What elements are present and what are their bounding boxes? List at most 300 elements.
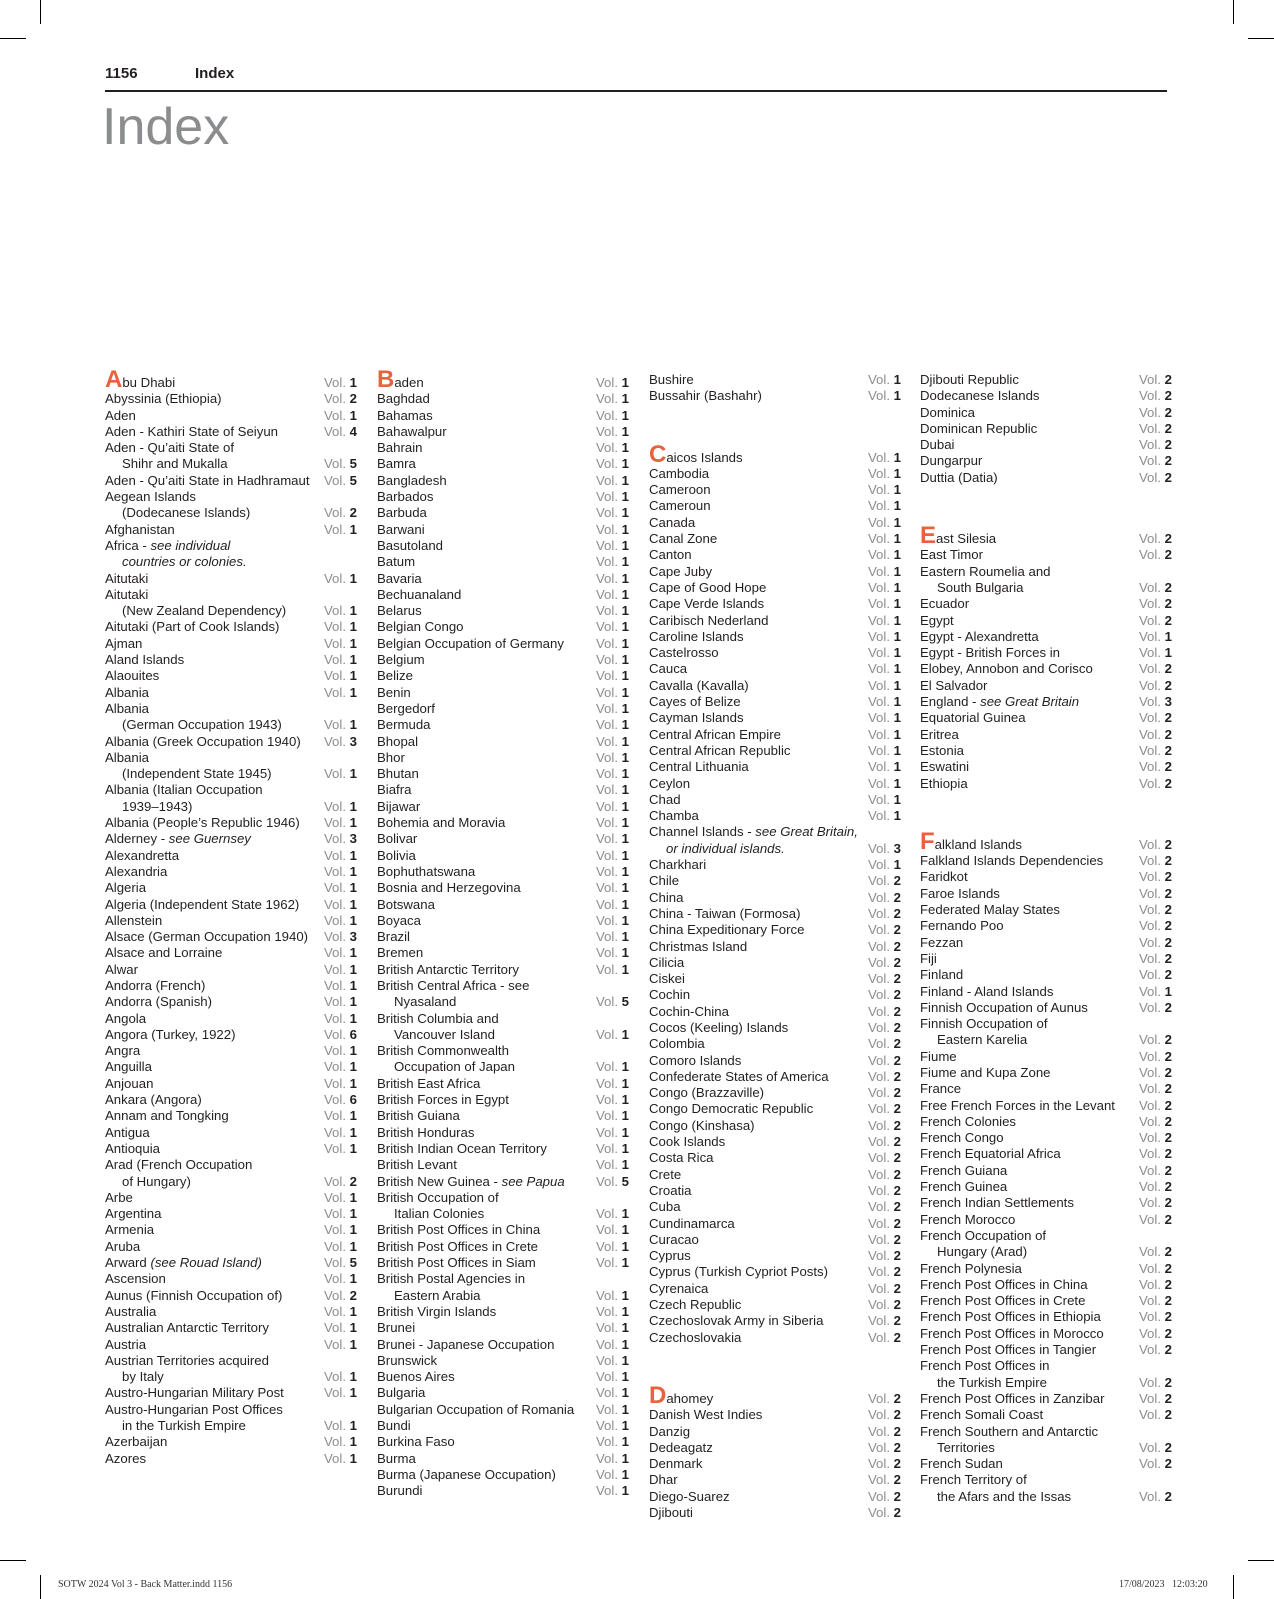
index-entry: [105, 701, 357, 734]
volume-number: 2: [1164, 710, 1172, 726]
entry-name: [377, 1483, 422, 1499]
entry-name: [649, 1036, 705, 1052]
entry-name-line: Crete: [649, 1166, 682, 1182]
entry-name-line: Dhar: [649, 1472, 678, 1488]
page-number: 1156: [105, 65, 138, 82]
entry-name: [920, 453, 982, 469]
volume-number: 2: [893, 954, 901, 970]
volume-reference: Vol. 2: [1138, 453, 1172, 469]
entry-name: [377, 668, 413, 684]
entry-name: [649, 482, 711, 498]
entry-name-line: Bhopal: [377, 733, 419, 749]
volume-reference: Vol. 1: [595, 407, 629, 423]
entry-name-continuation: Occupation of Japan: [394, 1059, 515, 1075]
entry-name: [105, 929, 308, 945]
index-entry: [105, 864, 357, 880]
volume-number: 1: [621, 1222, 629, 1238]
see-reference: see Guernsey: [168, 831, 251, 847]
entry-name-continuation: [649, 841, 858, 857]
entry-name: [649, 1297, 741, 1313]
index-entry: [377, 366, 629, 393]
volume-reference: Vol. 1: [595, 912, 629, 928]
entry-name-line: Cochin: [649, 987, 691, 1003]
volume-number: 2: [1164, 1032, 1172, 1048]
entry-name: [920, 827, 1022, 855]
volume-number: 1: [349, 1238, 357, 1254]
entry-name-line: Fernando Poo: [920, 918, 1004, 934]
volume-number: 2: [893, 1182, 901, 1198]
entry-name-line: Annam and Tongking: [105, 1108, 229, 1124]
volume-reference: Vol. 1: [323, 684, 357, 700]
volume-number: 2: [893, 1068, 901, 1084]
crop-mark-top-left-horizontal: [0, 38, 26, 39]
see-reference: or individual islands.: [666, 840, 785, 856]
entry-name-continuation: the Afars and the Issas: [937, 1488, 1072, 1504]
volume-reference: Vol. 2: [867, 954, 901, 970]
volume-reference: Vol. 1: [323, 896, 357, 912]
entry-name-line: British Forces in Egypt: [377, 1092, 509, 1108]
volume-reference: Vol. 2: [1138, 999, 1172, 1015]
volume-reference: Vol. 1: [867, 628, 901, 644]
index-entry: [649, 694, 901, 710]
volume-number: 1: [893, 612, 901, 628]
entry-name: [649, 971, 685, 987]
print-slug-datetime: 17/08/2023 12:03:20: [1119, 1579, 1208, 1590]
volume-reference: Vol. 1: [595, 896, 629, 912]
index-entry: [649, 955, 901, 971]
entry-name-line: Ceylon: [649, 775, 691, 791]
entry-name: [377, 1369, 455, 1385]
volume-reference: Vol. 1: [595, 684, 629, 700]
volume-reference: Vol. 1: [867, 710, 901, 726]
entry-name: [649, 580, 766, 596]
entry-name: [105, 1076, 153, 1092]
index-entry: [649, 971, 901, 987]
entry-name: [920, 1358, 1050, 1391]
entry-name-line: Baghdad: [377, 391, 430, 407]
index-entry: [649, 1381, 901, 1409]
entry-name: [649, 1248, 691, 1264]
section-letter: B: [377, 366, 395, 393]
volume-reference: Vol. 2: [867, 873, 901, 889]
volume-number: 1: [349, 717, 357, 733]
entry-name: [649, 1053, 741, 1069]
volume-reference: Vol. 2: [1138, 677, 1172, 693]
volume-number: 1: [621, 798, 629, 814]
entry-name: [377, 864, 475, 880]
index-entry: [377, 831, 629, 847]
volume-number: 3: [349, 733, 357, 749]
volume-reference: Vol. 1: [595, 1401, 629, 1417]
volume-reference: Vol. 2: [1138, 1276, 1172, 1292]
volume-number: 2: [1164, 1390, 1172, 1406]
index-entry: [105, 1320, 357, 1336]
volume-reference: Vol. 2: [1138, 579, 1172, 595]
volume-number: 1: [621, 815, 629, 831]
index-entry: [377, 1418, 629, 1434]
crop-mark-top-right-horizontal: [1248, 38, 1274, 39]
volume-number: 2: [893, 1297, 901, 1313]
index-entry: [920, 470, 1172, 486]
volume-reference: Vol. 2: [867, 1019, 901, 1035]
entry-name: [920, 596, 969, 612]
index-entry: [920, 564, 1172, 597]
volume-reference: Vol. 1: [867, 661, 901, 677]
volume-reference: Vol. 1: [595, 586, 629, 602]
index-entry: [920, 1049, 1172, 1065]
volume-reference: Vol. 2: [1138, 437, 1172, 453]
entry-name-line: Bechuanaland: [377, 586, 462, 602]
volume-number: 1: [893, 857, 901, 873]
entry-name-line: Dodecanese Islands: [920, 388, 1040, 404]
volume-number: 2: [1164, 950, 1172, 966]
entry-name-line: Bulgarian Occupation of Romania: [377, 1401, 575, 1417]
entry-name: [105, 1125, 150, 1141]
volume-number: 1: [349, 407, 357, 423]
entry-name-line: El Salvador: [920, 677, 988, 693]
index-entry: [649, 759, 901, 775]
index-entry: [649, 466, 901, 482]
entry-name: [377, 1418, 411, 1434]
index-entry: [105, 750, 357, 783]
volume-number: 2: [1164, 388, 1172, 404]
volume-number: 2: [1164, 1309, 1172, 1325]
entry-name-line: Cape Verde Islands: [649, 596, 765, 612]
entry-name-line: French Somali Coast: [920, 1407, 1044, 1423]
entry-name-line: Cilicia: [649, 954, 685, 970]
volume-number: 1: [349, 880, 357, 896]
index-entry: [920, 1212, 1172, 1228]
volume-number: 5: [349, 1255, 357, 1271]
index-entry: [105, 897, 357, 913]
index-entry: [377, 815, 629, 831]
volume-reference: Vol. 1: [323, 1206, 357, 1222]
index-entry: [920, 1358, 1172, 1391]
entry-name: [920, 1000, 1088, 1016]
index-section: [649, 440, 901, 1346]
volume-reference: Vol. 2: [1138, 547, 1172, 563]
volume-number: 1: [621, 1075, 629, 1091]
entry-name-continuation: Eastern Karelia: [937, 1032, 1028, 1048]
index-entry: [649, 922, 901, 938]
volume-number: 1: [349, 1189, 357, 1205]
entry-name: [920, 1081, 961, 1097]
index-entry: [920, 1424, 1172, 1457]
entry-name-line: Antioquia: [105, 1140, 160, 1156]
entry-name: [377, 554, 415, 570]
volume-reference: Vol. 1: [595, 1157, 629, 1173]
entry-name: [920, 1424, 1098, 1457]
entry-name-line: Abyssinia (Ethiopia): [105, 391, 222, 407]
volume-number: 1: [621, 896, 629, 912]
volume-reference: Vol. 2: [867, 938, 901, 954]
index-entry: [105, 1157, 357, 1190]
index-entry: [649, 1313, 901, 1329]
index-entry: [377, 1434, 629, 1450]
entry-name: [920, 1228, 1046, 1261]
volume-number: 1: [349, 1369, 357, 1385]
entry-name: [649, 890, 683, 906]
entry-name: [920, 1212, 1015, 1228]
index-section: [920, 522, 1172, 792]
entry-name: [920, 727, 959, 743]
volume-reference: Vol. 1: [323, 1450, 357, 1466]
volume-number: 3: [1164, 694, 1172, 710]
entry-name: [105, 1206, 161, 1222]
index-entry: [649, 388, 901, 404]
volume-reference: Vol. 1: [867, 759, 901, 775]
volume-number: 2: [349, 391, 357, 407]
entry-name-line: Austria: [105, 1336, 147, 1352]
volume-reference: Vol. 1: [595, 668, 629, 684]
index-entry: [649, 1004, 901, 1020]
volume-number: 2: [1164, 469, 1172, 485]
volume-number: 1: [621, 619, 629, 635]
entry-name: [649, 1264, 828, 1280]
volume-reference: Vol. 1: [867, 547, 901, 563]
volume-reference: Vol. 1: [595, 1140, 629, 1156]
index-entry: [920, 405, 1172, 421]
index-entry: [649, 1101, 901, 1117]
index-entry: [920, 1456, 1172, 1472]
volume-reference: Vol. 2: [1138, 1097, 1172, 1113]
volume-reference: Vol. 2: [867, 1505, 901, 1520]
volume-number: 2: [893, 1215, 901, 1231]
entry-name: [105, 962, 138, 978]
entry-name: [920, 710, 1026, 726]
volume-number: 1: [349, 863, 357, 879]
entry-name-line: Angora (Turkey, 1922): [105, 1026, 236, 1042]
index-entry: [377, 489, 629, 505]
entry-name: [105, 366, 176, 393]
entry-name-continuation: Shihr and Mukalla: [122, 456, 228, 472]
entry-name: [920, 918, 1004, 934]
entry-name-line: Cayes of Belize: [649, 694, 741, 710]
index-entry: [649, 482, 901, 498]
entry-name-line: Christmas Island: [649, 938, 748, 954]
volume-reference: Vol. 2: [1138, 372, 1172, 387]
volume-number: 2: [1164, 1179, 1172, 1195]
index-entry: [920, 421, 1172, 437]
volume-reference: Vol. 2: [1138, 388, 1172, 404]
volume-number: 1: [621, 554, 629, 570]
volume-reference: Vol. 1: [595, 521, 629, 537]
volume-reference: Vol. 1: [595, 749, 629, 765]
entry-name-line: Brunswick: [377, 1352, 438, 1368]
index-entry: [649, 808, 901, 824]
entry-name: [920, 564, 1050, 597]
index-entry: [649, 792, 901, 808]
entry-name: [105, 913, 162, 929]
entry-name-continuation: of Hungary): [122, 1173, 191, 1189]
index-entry: [649, 1248, 901, 1264]
entry-name-line: Eastern Roumelia and: [920, 563, 1051, 579]
volume-reference: Vol. 3: [323, 733, 357, 749]
entry-name-line: Free French Forces in the Levant: [920, 1097, 1115, 1113]
entry-name-line: Fezzan: [920, 934, 964, 950]
entry-name-line: Aitutaki: [105, 586, 149, 602]
entry-name-line: Belize: [377, 668, 413, 684]
volume-reference: Vol. 1: [323, 1010, 357, 1026]
volume-reference: Vol. 2: [1138, 469, 1172, 485]
entry-name: [105, 782, 263, 815]
entry-name-line: Barbados: [377, 489, 434, 505]
entry-name: [649, 1134, 725, 1150]
volume-number: 2: [1164, 775, 1172, 791]
running-header: [105, 64, 1167, 92]
entry-name: [377, 1076, 480, 1092]
entry-name-continuation: Territories: [937, 1439, 995, 1455]
index-entry: [105, 489, 357, 522]
volume-number: 1: [893, 628, 901, 644]
index-entry: [377, 1043, 629, 1076]
index-entry: [649, 1134, 901, 1150]
entry-name: [920, 470, 998, 486]
entry-name: [920, 1293, 1085, 1309]
index-entry: [649, 1085, 901, 1101]
volume-number: 2: [893, 1472, 901, 1488]
index-entry: [377, 652, 629, 668]
entry-name: [105, 1141, 160, 1157]
entry-name-line: Cyprus (Turkish Cypriot Posts): [649, 1264, 829, 1280]
entry-name: [377, 1239, 538, 1255]
index-entry: [649, 1069, 901, 1085]
volume-reference: Vol. 1: [867, 791, 901, 807]
volume-reference: Vol. 1: [595, 1222, 629, 1238]
volume-number: 1: [1164, 645, 1172, 661]
volume-reference: Vol. 2: [1138, 1113, 1172, 1129]
volume-reference: Vol. 1: [595, 1385, 629, 1401]
entry-name-line: Cameroon: [649, 482, 711, 498]
entry-name: [105, 1043, 140, 1059]
entry-name: [377, 929, 410, 945]
entry-name-line: Central African Empire: [649, 726, 781, 742]
entry-name-line: Alexandria: [105, 863, 168, 879]
index-entry: [920, 437, 1172, 453]
index-entry: [649, 857, 901, 873]
entry-name-line: Egypt - Alexandretta: [920, 628, 1039, 644]
entry-name: [377, 603, 422, 619]
volume-number: 1: [621, 733, 629, 749]
volume-number: 2: [1164, 934, 1172, 950]
entry-name-line: Algeria (Independent State 1962): [105, 896, 300, 912]
volume-reference: Vol. 2: [867, 987, 901, 1003]
see-reference: see Great Britain: [980, 694, 1080, 710]
volume-reference: Vol. 1: [595, 1369, 629, 1385]
volume-reference: Vol. 1: [595, 717, 629, 733]
volume-reference: Vol. 2: [1138, 612, 1172, 628]
entry-name-line: British Virgin Islands: [377, 1303, 497, 1319]
volume-number: 1: [621, 652, 629, 668]
volume-reference: Vol. 1: [323, 1043, 357, 1059]
entry-name-line: Africa - see individual: [105, 537, 231, 553]
volume-reference: Vol. 2: [1138, 1260, 1172, 1276]
volume-number: 2: [1164, 1439, 1172, 1455]
entry-name: [649, 1281, 708, 1297]
entry-name-continuation: in the Turkish Empire: [122, 1418, 246, 1433]
volume-reference: Vol. 1: [595, 1287, 629, 1303]
volume-reference: Vol. 1: [323, 1271, 357, 1287]
entry-name: [377, 750, 405, 766]
index-entry: [377, 1467, 629, 1483]
entry-name: [377, 978, 529, 1011]
index-entry: [105, 848, 357, 864]
index-entry: [105, 1222, 357, 1238]
volume-number: 2: [893, 889, 901, 905]
volume-number: 1: [621, 489, 629, 505]
volume-reference: Vol. 1: [595, 652, 629, 668]
entry-name: [920, 1146, 1061, 1162]
index-entry: [377, 766, 629, 782]
entry-name-line: French Post Offices in China: [920, 1276, 1088, 1292]
entry-name-line: Dubai: [920, 437, 955, 453]
volume-number: 2: [893, 1052, 901, 1068]
entry-name-line: Bergedorf: [377, 700, 435, 716]
entry-name-line: Federated Malay States: [920, 902, 1061, 918]
volume-number: 1: [349, 375, 357, 390]
entry-name: [920, 1326, 1104, 1342]
entry-name-line: British Antarctic Territory: [377, 961, 519, 977]
volume-reference: Vol. 2: [867, 1390, 901, 1406]
volume-number: 1: [349, 603, 357, 619]
entry-name: [920, 694, 1079, 710]
volume-number: 1: [621, 1352, 629, 1368]
entry-name-line: Charkhari: [649, 857, 707, 873]
entry-name-line: Ankara (Angora): [105, 1092, 202, 1108]
index-entry: [377, 1369, 629, 1385]
entry-name: [920, 886, 1000, 902]
volume-reference: Vol. 1: [323, 815, 357, 831]
entry-name-line: Bijawar: [377, 798, 421, 814]
index-entry: [105, 473, 357, 489]
entry-name: [649, 1150, 714, 1166]
entry-name: [649, 440, 743, 468]
entry-name-line: Faroe Islands: [920, 885, 1000, 901]
entry-name-line: Ascension: [105, 1271, 166, 1287]
volume-number: 1: [349, 961, 357, 977]
entry-name: [920, 1309, 1101, 1325]
entry-name: [649, 661, 687, 677]
volume-number: 2: [1164, 759, 1172, 775]
index-entry: [920, 1407, 1172, 1423]
index-entry: [377, 734, 629, 750]
index-entry: [105, 1141, 357, 1157]
volume-reference: Vol. 1: [595, 700, 629, 716]
volume-number: 1: [621, 407, 629, 423]
volume-number: 1: [621, 1157, 629, 1173]
volume-number: 1: [893, 596, 901, 612]
entry-name: [377, 424, 447, 440]
volume-reference: Vol. 1: [595, 1450, 629, 1466]
entry-name: [920, 902, 1060, 918]
volume-reference: Vol. 4: [323, 423, 357, 439]
volume-number: 2: [893, 971, 901, 987]
index-entry: [377, 1076, 629, 1092]
crop-mark-bottom-left-horizontal: [0, 1560, 26, 1561]
index-entry: [920, 596, 1172, 612]
volume-number: 1: [893, 775, 901, 791]
index-entry: [377, 473, 629, 489]
volume-reference: Vol. 2: [1138, 1309, 1172, 1325]
entry-name-line: East Silesia: [920, 522, 997, 550]
volume-reference: Vol. 6: [323, 1026, 357, 1042]
index-entry: [377, 782, 629, 798]
index-entry: [920, 935, 1172, 951]
volume-number: 2: [1164, 437, 1172, 453]
entry-name-line: Afghanistan: [105, 521, 175, 537]
entry-name-line: Ethiopia: [920, 775, 968, 791]
entry-name: [105, 1288, 282, 1304]
